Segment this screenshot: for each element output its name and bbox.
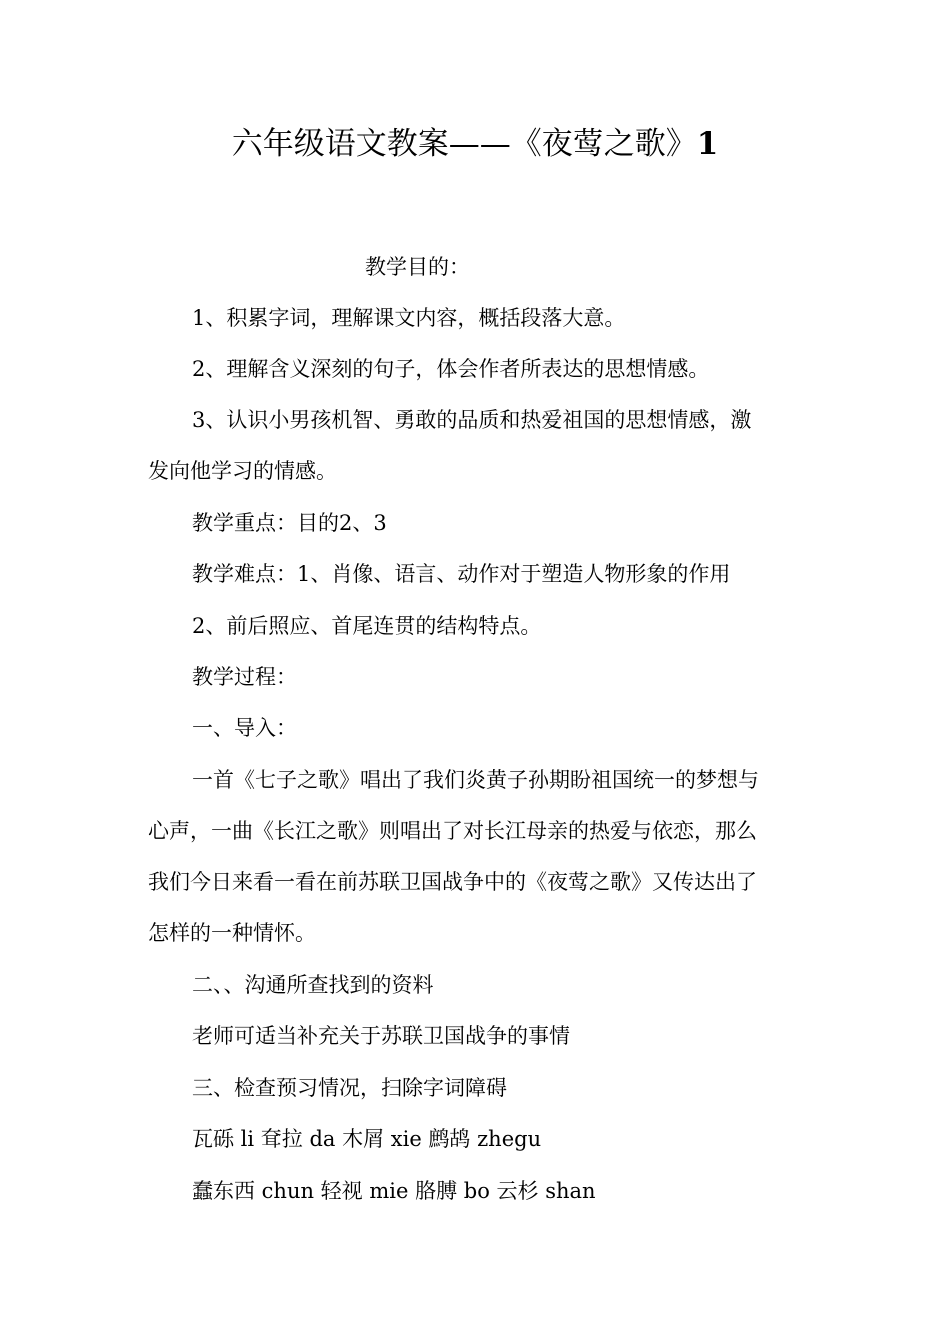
section-3-heading: 三、检查预习情况，扫除字词障碍 bbox=[192, 1076, 507, 1100]
document-title bbox=[0, 122, 950, 166]
intro-line-3: 我们今日来看一看在前苏联卫国战争中的《夜莺之歌》又传达出了 bbox=[148, 870, 757, 894]
objective-3: 3、认识小男孩机智、勇敢的品质和热爱祖国的思想情感，激 bbox=[192, 408, 752, 432]
key-points: 教学重点：目的2、3 bbox=[192, 511, 387, 535]
title-text: 六年级语文教案——《夜莺之歌》 bbox=[231, 126, 697, 162]
vocab-line-2: 蠢东西 chun 轻视 mie 胳膊 bo 云杉 shan bbox=[192, 1179, 596, 1203]
process-heading: 教学过程： bbox=[192, 665, 297, 689]
section-2-heading: 二、、沟通所查找到的资料 bbox=[192, 973, 434, 997]
objective-2: 2、理解含义深刻的句子，体会作者所表达的思想情感。 bbox=[192, 357, 710, 381]
section-2-note: 老师可适当补充关于苏联卫国战争的事情 bbox=[192, 1024, 570, 1048]
objectives-heading: 教学目的： bbox=[365, 255, 470, 279]
intro-line-4: 怎样的一种情怀。 bbox=[148, 921, 316, 945]
vocab-line-1: 瓦砾 li 耷拉 da 木屑 xie 鹧鸪 zhegu bbox=[192, 1127, 542, 1151]
intro-line-1: 一首《七子之歌》唱出了我们炎黄子孙期盼祖国统一的梦想与 bbox=[192, 768, 759, 792]
objective-3-continued: 发向他学习的情感。 bbox=[148, 459, 337, 483]
objective-1: 1、积累字词，理解课文内容，概括段落大意。 bbox=[192, 306, 626, 330]
difficulties: 教学难点：1、肖像、语言、动作对于塑造人物形象的作用 bbox=[192, 562, 731, 586]
intro-line-2: 心声，一曲《长江之歌》则唱出了对长江母亲的热爱与依恋，那么 bbox=[148, 819, 757, 843]
title-number: 1 bbox=[696, 126, 719, 162]
difficulty-2: 2、前后照应、首尾连贯的结构特点。 bbox=[192, 614, 542, 638]
section-1-heading: 一、导入： bbox=[192, 716, 297, 740]
